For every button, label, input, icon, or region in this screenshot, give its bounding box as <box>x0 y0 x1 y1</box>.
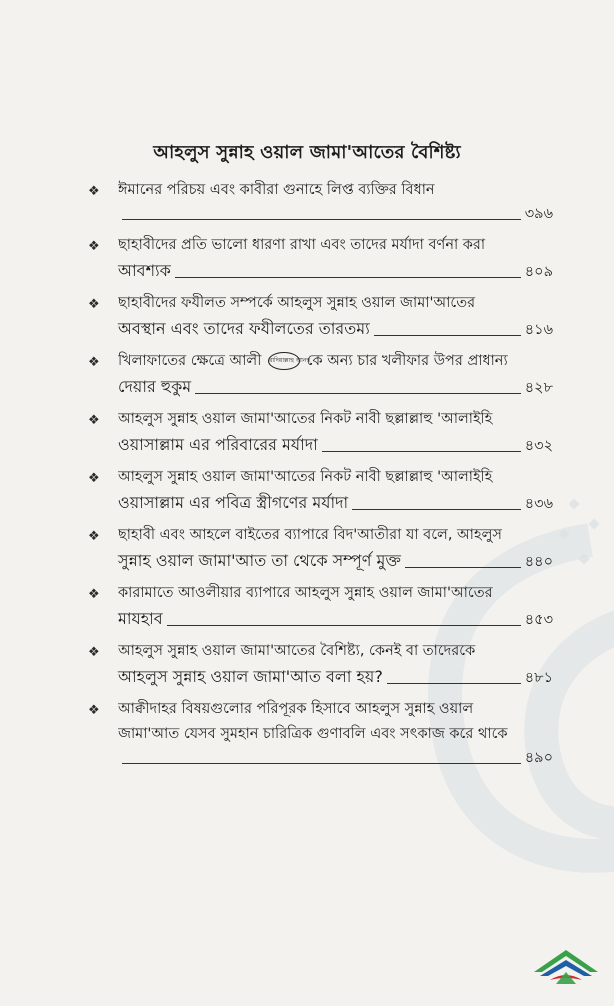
toc-entry[interactable] <box>88 291 553 343</box>
entry-text-line: কারামাতে আওলীয়ার ব্যাপারে আহলুস সুন্নাহ ওয়াল জামা'আতের <box>118 585 493 601</box>
entry-text-line: ছাহাবীদের ফযীলত সম্পর্কে আহলুস সুন্নাহ ওয়াল জামা'আতের <box>118 295 476 311</box>
entry-text-line: আহলুস সুন্নাহ ওয়াল জামা'আতের বৈশিষ্ট্য, কেনই বা তাদেরকে <box>118 643 476 659</box>
entry-text-last-line: ওয়াসাল্লাম এর পরিবারের মর্যাদা <box>118 435 318 454</box>
dotted-leader <box>387 683 521 684</box>
diamond-bullet-icon: ❖ <box>88 529 100 544</box>
entry-text-part: খিলাফাতের ক্ষেত্রে আলী <box>118 353 262 369</box>
page-number: ৪৩২ <box>524 438 553 454</box>
entry-text-last-line: ওয়াসাল্লাম এর পবিত্র স্ত্রীগণের মর্যাদা <box>118 493 349 512</box>
page-title: আহলুস সুন্নাহ ওয়াল জামা'আতের বৈশিষ্ট্য <box>153 142 461 163</box>
diamond-bullet-icon: ❖ <box>88 355 100 370</box>
dotted-leader <box>374 335 521 336</box>
toc-entry[interactable] <box>88 349 553 401</box>
entry-text-last-line: অবস্থান এবং তাদের ফযীলতের তারতম্য <box>118 319 370 338</box>
entry-text-line: ছাহাবী এবং আহলে বাইতের ব্যাপারে বিদ'আতীরা যা বলে, আহলুস <box>118 527 502 543</box>
page-number: ৪০৯ <box>524 264 553 280</box>
page-number: ৪১৬ <box>524 322 553 338</box>
entry-text-line: আহলুস সুন্নাহ ওয়াল জামা'আতের নিকট নাবী ছল্লাল্লাহু 'আলাইহি <box>118 469 493 485</box>
diamond-bullet-icon: ❖ <box>88 645 100 660</box>
diamond-bullet-icon: ❖ <box>88 184 100 199</box>
toc-entry[interactable] <box>88 178 553 227</box>
entry-text-last-line: আহলুস সুন্নাহ ওয়াল জামা'আত বলা হয়? <box>118 667 383 686</box>
toc-entry[interactable] <box>88 697 553 771</box>
toc-entry[interactable] <box>88 639 553 691</box>
dotted-leader <box>175 277 521 278</box>
toc-entry[interactable] <box>88 581 553 633</box>
toc-entry[interactable] <box>88 407 553 459</box>
diamond-bullet-icon: ❖ <box>88 471 100 486</box>
page-number: ৪৪০ <box>524 554 553 570</box>
page-number: ৪৮১ <box>524 670 553 686</box>
page-number: ৪২৮ <box>524 380 553 396</box>
diamond-bullet-icon: ❖ <box>88 413 100 428</box>
entry-text-line: ছাহাবীদের প্রতি ভালো ধারণা রাখা এবং তাদের মর্যাদা বর্ণনা করা <box>118 237 486 253</box>
page-number: ৪৫৩ <box>524 612 553 628</box>
publisher-logo-icon <box>530 942 602 988</box>
entry-text-last-line: আবশ্যক <box>118 261 171 280</box>
dotted-leader <box>195 393 521 394</box>
table-of-contents <box>88 178 553 777</box>
page-number: ৩৯৬ <box>524 206 553 222</box>
diamond-bullet-icon: ❖ <box>88 297 100 312</box>
entry-text-line: আক্বীদাহর বিষয়গুলোর পরিপূরক হিসাবে আহলুস সুন্নাহ ওয়াল <box>118 701 474 717</box>
entry-text-line <box>118 349 553 374</box>
entry-text-line: জামা'আত যেসব সুমহান চারিত্রিক গুণাবলি এবং সৎকাজ করে থাকে <box>118 726 508 742</box>
toc-entry[interactable] <box>88 523 553 575</box>
dotted-leader <box>167 625 521 626</box>
dotted-leader <box>122 763 521 764</box>
page-number: ৪৯০ <box>524 750 553 766</box>
entry-text-last-line: মাযহাব <box>118 609 163 628</box>
entry-text-line: আহলুস সুন্নাহ ওয়াল জামা'আতের নিকট নাবী ছল্লাল্লাহু 'আলাইহি <box>118 411 493 427</box>
dotted-leader <box>405 567 521 568</box>
toc-entry[interactable] <box>88 465 553 517</box>
entry-text-line: ঈমানের পরিচয় এবং কাবীরা গুনাহে লিপ্ত ব্যক্তির বিধান <box>118 182 435 198</box>
honorific-calligraphy-icon: রাদিয়াল্লাহু আনহু <box>268 352 300 370</box>
dotted-leader <box>122 219 521 220</box>
diamond-bullet-icon: ❖ <box>88 587 100 602</box>
diamond-bullet-icon: ❖ <box>88 239 100 254</box>
entry-text-last-line: দেয়ার হুকুম <box>118 377 192 396</box>
diamond-bullet-icon: ❖ <box>88 703 100 718</box>
entry-text-last-line: সুন্নাহ ওয়াল জামা'আত তা থেকে সম্পূর্ণ মুক্ত <box>118 551 401 570</box>
toc-entry[interactable] <box>88 233 553 285</box>
dotted-leader <box>322 451 521 452</box>
dotted-leader <box>352 509 521 510</box>
page-number: ৪৩৬ <box>524 496 553 512</box>
entry-text-part: কে অন্য চার খলীফার উপর প্রাধান্য <box>306 353 508 369</box>
